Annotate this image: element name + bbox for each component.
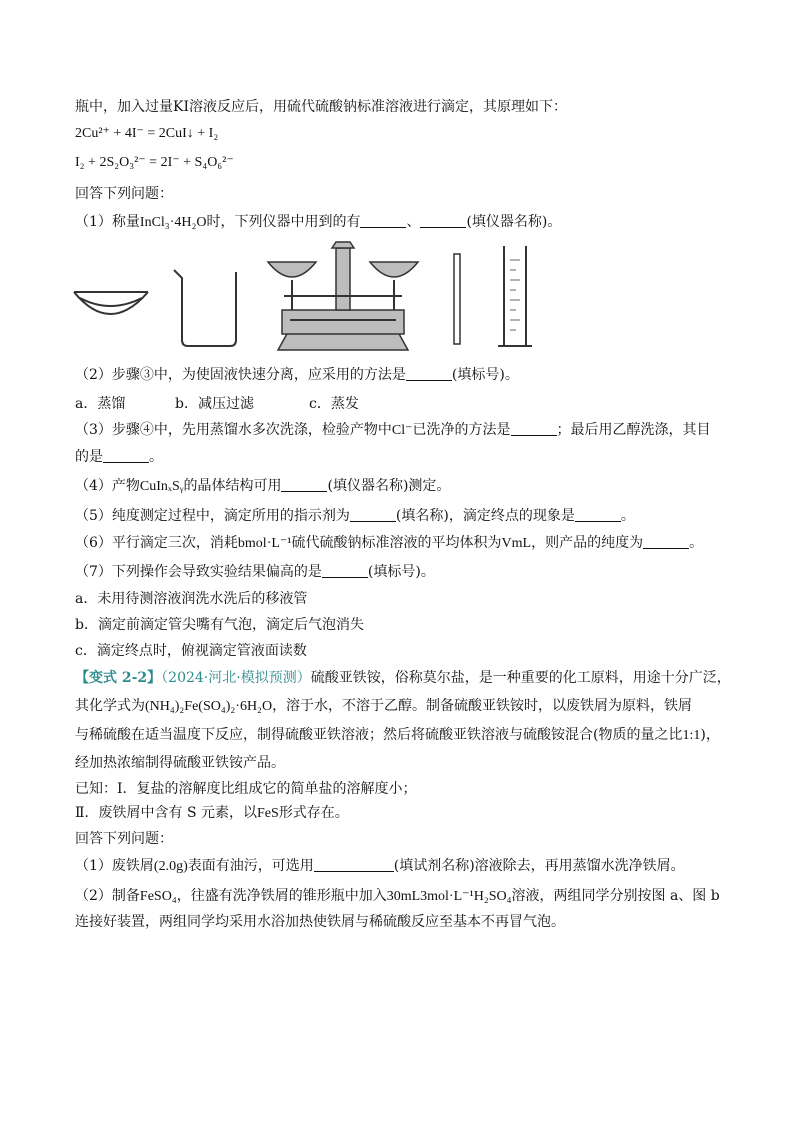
text: （5）纯度测定过程中，滴定所用的指示剂为 [75,508,350,524]
question-1 [75,212,561,233]
glass-rod-icon [454,254,460,344]
answer-blank[interactable] [420,213,466,228]
text-line: 回答下列问题： [75,831,173,847]
formula: bmol·L⁻¹ [237,536,292,551]
text: (填标号)。 [451,367,519,383]
text: 表面有油污，可选用 [187,858,314,874]
text: ，往盛有洗净铁屑的锥形瓶中加入 [176,888,387,904]
question-4 [75,476,450,497]
text: （3）步骤④中，先用蒸馏水多次洗涤，检验产物中 [75,422,392,438]
question-2 [75,365,519,385]
balance-scale-icon [268,242,418,350]
text: 硫代硫酸钠标准溶液的平均体积为 [291,535,502,551]
text: 与稀硫酸在适当温度下反应，制得硫酸亚铁溶液；然后将硫酸亚铁溶液与硫酸铵混合(物质的量之比 [75,727,683,743]
answer-blank[interactable] [322,563,368,578]
question-5 [75,506,635,526]
option-row [75,394,359,414]
text: 其化学式为 [75,698,145,714]
text: 。 [689,535,704,551]
answer-blank[interactable] [360,213,406,228]
text: （2）制备 [75,888,140,904]
text: (填仪器名称)。 [466,214,562,230]
graduated-cylinder-icon [498,246,532,346]
text: 已洗净的方法是 [412,422,511,438]
text-line [75,725,720,746]
answer-blank[interactable] [103,448,149,463]
text: )， [700,727,720,743]
text: 时，下列仪器中用到的有 [206,214,361,230]
text: （1）称量 [75,214,140,230]
answer-blank[interactable] [643,534,689,549]
variant-header [75,668,731,688]
text: （6）平行滴定三次，消耗 [75,535,238,551]
text-line [75,696,692,717]
part-1 [75,856,685,877]
text-line [75,803,349,824]
text-line: 瓶中，加入过量KI溶液反应后，用硫代硫酸钠标准溶液进行滴定，其原理如下： [75,99,567,115]
answer-blank[interactable] [350,507,396,522]
text: ，溶于水，不溶于乙醇。制备硫酸亚铁铵时，以废铁屑为原料，铁屑 [272,698,693,714]
text: (填仪器名称)测定。 [327,478,451,494]
equation-1: 2Cu²⁺ + 4I⁻ = 2CuI↓ + I₂ [75,126,219,141]
source-tag: （2024·河北·模拟预测） [161,670,311,686]
text: 的晶体结构可用 [183,478,282,494]
text: Ⅱ．废铁屑中含有 S 元素，以 [75,805,258,821]
formula: InCl₃·4H₂O [139,215,207,230]
text: 的是 [75,449,103,465]
option-b: b．减压过滤 [175,396,254,412]
option-c: c．蒸发 [309,396,359,412]
text: ；最后用乙醇洗涤，其目 [556,422,711,438]
text: 。 [620,508,635,524]
formula: (NH₄)₂Fe(SO₄)₂·6H₂O [145,699,273,714]
text: 硫酸亚铁铵，俗称莫尔盐，是一种重要的化工原料，用途十分广泛， [310,670,731,686]
text: (填名称)，滴定终点的现象是 [395,508,575,524]
text: 。 [149,449,163,465]
option-a: a．未用待测溶液润洗水洗后的移液管 [75,591,308,607]
option-b: b．滴定前滴定管尖嘴有气泡，滴定后气泡消失 [75,617,364,633]
text: 形式存在。 [278,805,349,821]
text: （4）产物 [75,478,140,494]
beaker-icon [174,270,236,346]
evaporating-dish-icon [74,292,148,314]
answer-blank[interactable] [511,421,557,436]
formula: CuInₓSᵧ [139,479,184,494]
text: （1）废铁屑 [75,858,154,874]
text: (填标号)。 [367,564,435,580]
formula: FeSO₄ [139,889,177,904]
part-2 [75,886,720,907]
option-c: c．滴定终点时，俯视滴定管液面读数 [75,643,307,659]
formula: 30mL3mol·L⁻¹H₂SO₄ [386,889,512,904]
formula: Cl⁻ [391,423,413,438]
formula: (2.0g) [153,859,188,874]
equation-2: I₂ + 2S₂O₃²⁻ = 2I⁻ + S₄O₆²⁻ [75,155,234,170]
option-a: a．蒸馏 [75,396,126,412]
text: (填试剂名称)溶液除去，再用蒸馏水洗净铁屑。 [393,858,685,874]
question-7 [75,562,435,582]
text: （7）下列操作会导致实验结果偏高的是 [75,564,322,580]
text-line: 连接好装置，两组同学均采用水浴加热使铁屑与稀硫酸反应至基本不再冒气泡。 [75,914,565,930]
answer-blank[interactable] [314,857,394,872]
text-line: 回答下列问题： [75,186,173,202]
formula: 1:1 [682,728,701,743]
formula: VmL [501,536,532,551]
answer-blank[interactable] [406,366,452,381]
text: 溶液，两组同学分别按图 a、图 b [511,888,720,904]
text: （2）步骤③中，为使固液快速分离，应采用的方法是 [75,367,406,383]
answer-blank[interactable] [281,477,327,492]
variant-tag: 【变式 2-2】 [75,670,162,686]
text: 、 [406,214,421,230]
question-6 [75,533,703,554]
question-3 [75,420,711,441]
text: ，则产品的纯度为 [531,535,644,551]
text-line: 经加热浓缩制得硫酸亚铁铵产品。 [75,755,285,771]
answer-blank[interactable] [575,507,621,522]
question-3-cont [75,447,163,467]
text-line: 已知：Ⅰ．复盐的溶解度比组成它的简单盐的溶解度小； [75,781,417,797]
instruments-figure [70,240,550,360]
formula: FeS [257,806,279,821]
